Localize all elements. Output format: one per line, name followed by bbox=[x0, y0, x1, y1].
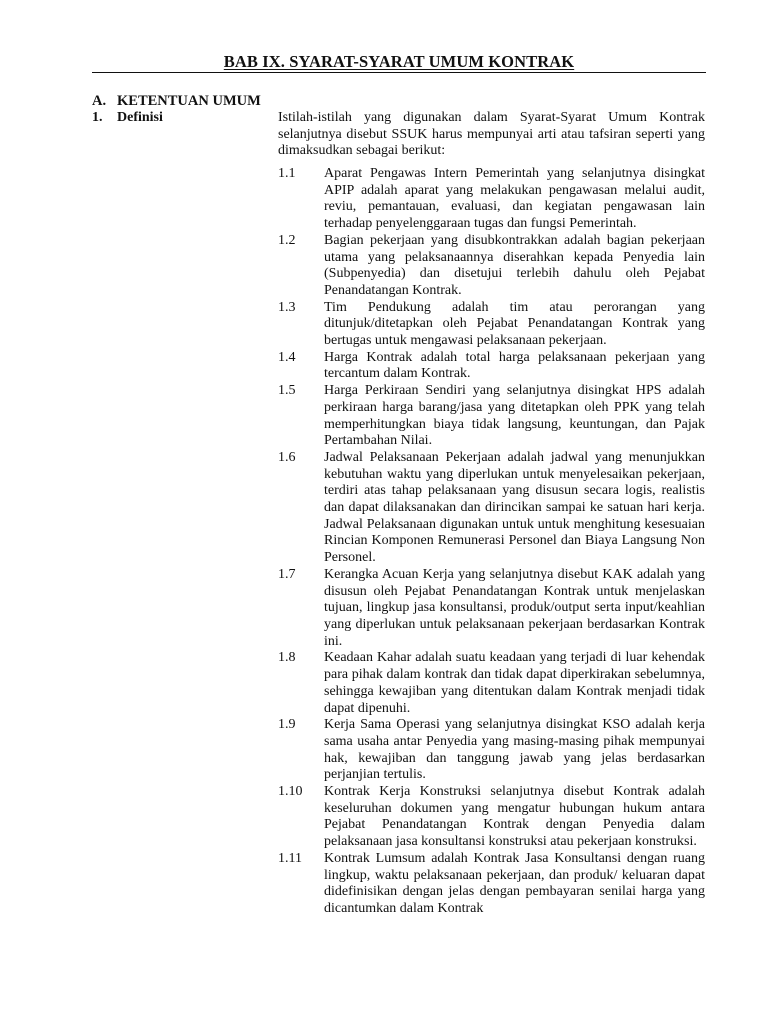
definition-number: 1.7 bbox=[278, 566, 296, 582]
definition-text: Harga Perkiraan Sendiri yang selanjutnya disingkat HPS adalah perkiraan harga barang/jasa yang ditetapkan oleh PPK yang telah memperhitungkan biaya tidak langsung, keuntungan, dan Pajak Pertambahan Nilai. bbox=[324, 383, 705, 449]
definition-text: Kontrak Kerja Konstruksi selanjutnya disebut Kontrak adalah keseluruhan dokumen yang mengatur hubungan hukum antara Pejabat Penandatangan Kontrak dengan Penyedia dalam pelaksanaan jasa konsultansi konstruksi atau pekerjaan konstruksi. bbox=[324, 784, 705, 850]
definition-item bbox=[278, 784, 705, 851]
definition-item bbox=[278, 567, 705, 651]
definition-item bbox=[278, 300, 705, 350]
section-number: A. bbox=[92, 93, 107, 109]
definition-item bbox=[278, 350, 705, 383]
intro-paragraph: Istilah-istilah yang digunakan dalam Syarat-Syarat Umum Kontrak selanjutnya disebut SSUK harus mempunyai arti atau tafsiran seperti yang dimaksudkan sebagai berikut: bbox=[278, 110, 705, 159]
definition-text: Tim Pendukung adalah tim atau perorangan yang ditunjuk/ditetapkan oleh Pejabat Penandatangan Kontrak yang bertugas untuk mengawasi pelaksanaan pekerjaan. bbox=[324, 299, 705, 349]
definition-text: Kerja Sama Operasi yang selanjutnya disingkat KSO adalah kerja sama usaha antar Penyedia yang masing-masing pihak mempunyai hak, kewajiban dan tanggung jawab yang jelas berdasarkan perjanjian tertulis. bbox=[324, 717, 705, 783]
definition-text: Kontrak Lumsum adalah Kontrak Jasa Konsultansi dengan ruang lingkup, waktu pelaksanaan pekerjaan, dan produk/ keluaran dapat didefinisikan dengan jelas dengan pembayaran senilai harga yang dicantumkan dalam Kontrak bbox=[324, 850, 705, 916]
title-divider bbox=[92, 72, 706, 73]
definition-number: 1.5 bbox=[278, 383, 296, 399]
definition-number: 1.9 bbox=[278, 717, 296, 733]
definition-text: Kerangka Acuan Kerja yang selanjutnya disebut KAK adalah yang disusun oleh Pejabat Penandatangan Kontrak untuk menjelaskan tujuan, lingkup jasa konsultansi, produk/output serta input/keahlian yang diperlukan untuk pelaksanaan pekerjaan berdasarkan Kontrak ini. bbox=[324, 566, 705, 649]
definition-number: 1.1 bbox=[278, 166, 296, 181]
definition-text: Bagian pekerjaan yang disubkontrakkan adalah bagian pekerjaan utama yang pelaksanaannya diserahkan kepada Penyedia lain (Subpenyedia) dan disetujui terlebih dahulu oleh Pejabat Penandatangan Kontrak. bbox=[324, 232, 705, 298]
definition-text: Harga Kontrak adalah total harga pelaksanaan pekerjaan yang tercantum dalam Kontrak. bbox=[324, 349, 705, 382]
definition-text: Keadaan Kahar adalah suatu keadaan yang terjadi di luar kehendak para pihak dalam kontrak dan tidak dapat diperkirakan sebelumnya, sehingga kewajiban yang ditentukan dalam Kontrak menjadi tidak dapat dipenuhi. bbox=[324, 650, 705, 716]
definition-item bbox=[278, 166, 705, 233]
definitions-list bbox=[278, 166, 705, 918]
section-heading: KETENTUAN UMUM bbox=[117, 93, 261, 109]
definition-number: 1.8 bbox=[278, 650, 296, 666]
definition-number: 1.4 bbox=[278, 349, 296, 365]
definition-text: Jadwal Pelaksanaan Pekerjaan adalah jadwal yang menunjukkan kebutuhan waktu yang diperlukan untuk menyelesaikan pekerjaan, terdiri atas tahap pelaksanaan yang disusun secara logis, realistis dan dapat dilaksanakan dan dirincikan sampai ke satuan hari kerja. Jadwal Pelaksanaan digunakan untuk untuk menghitung kesesuaian Rincian Komponen Remunerasi Personel dan Biaya Langsung Non Personel. bbox=[324, 449, 705, 566]
definition-item bbox=[278, 233, 705, 300]
definition-item bbox=[278, 383, 705, 450]
definition-text: Aparat Pengawas Intern Pemerintah yang selanjutnya disingkat APIP adalah aparat yang melakukan pengawasan melalui audit, reviu, pemantauan, evaluasi, dan kegiatan pengawasan lain terhadap penyelenggaraan tugas dan fungsi Pemerintah. bbox=[324, 166, 705, 232]
definition-item bbox=[278, 717, 705, 784]
definition-number: 1.2 bbox=[278, 232, 296, 248]
definition-item bbox=[278, 450, 705, 567]
definition-item bbox=[278, 650, 705, 717]
definition-number: 1.11 bbox=[278, 850, 302, 866]
subsection-heading: Definisi bbox=[117, 110, 163, 125]
definition-number: 1.10 bbox=[278, 784, 303, 800]
definition-item bbox=[278, 851, 705, 918]
subsection-number: 1. bbox=[92, 110, 103, 125]
page-title: BAB IX. SYARAT-SYARAT UMUM KONTRAK bbox=[223, 52, 575, 71]
definition-number: 1.3 bbox=[278, 299, 296, 315]
definition-number: 1.6 bbox=[278, 449, 296, 465]
